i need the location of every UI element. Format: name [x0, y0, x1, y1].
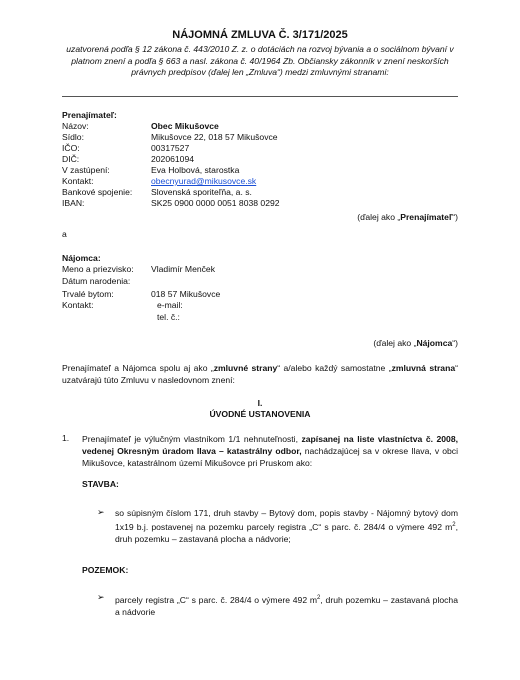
landlord-label-seat: Sídlo: [62, 132, 84, 142]
tenant-label-contact: Kontakt: [62, 300, 94, 310]
document-subtitle: uzatvorená podľa § 12 zákona č. 443/2010 Z. z. o dotáciách na rozvoj bývania a o sociálnom bývaní v platnom znení a podľa § 663 a nasl. zákona č. 40/1964 Zb. Občiansky zákonník v znení neskorších právnych predpisov (ďalej len „Zmluva“) medzi zmluvnými stranami: [66, 44, 454, 78]
tenant-heading: Nájomca: [62, 253, 101, 263]
stavba-text-1: so súpisným číslom 171, druh stavby – Bytový dom, popis stavby - Nájomný bytový dom 1x19 b.j. postavenej na pozemku parcely registra „C“ s parc. č. 284/4 o výmere 492 m [115, 508, 458, 532]
tenant-alias-name: Nájomca [416, 338, 453, 348]
section-number: I. [257, 398, 263, 408]
pozemok-heading: POZEMOK: [82, 565, 129, 575]
landlord-alias [357, 212, 458, 223]
tenant-label-name: Meno a priezvisko: [62, 264, 134, 274]
clause-1-text [82, 433, 458, 469]
conjunction: a [62, 229, 67, 239]
pozemok-text [115, 592, 458, 618]
tenant-alias-suffix: “) [452, 338, 458, 348]
stavba-text-2: , druh pozemku – zastavaná plocha a nádvorie; [115, 521, 458, 544]
landlord-label-representative: V zastúpení: [62, 165, 110, 175]
tenant-value-phone: tel. č.: [157, 312, 180, 322]
landlord-value-dic: 202061094 [151, 154, 195, 164]
stavba-heading: STAVBA: [82, 479, 119, 489]
intro-text-2: “ a/alebo každý samostatne „ [277, 363, 392, 373]
landlord-value-name: Obec Mikušovce [151, 121, 219, 131]
clause-number: 1. [62, 433, 70, 443]
intro-text-3: “ uzatvárajú túto Zmluvu v nasledovnom znení: [62, 363, 458, 385]
pozemok-sup: 2 [317, 595, 321, 601]
landlord-heading: Prenajímateľ: [62, 110, 117, 120]
clause-1-bold: zapísanej na liste vlastníctva č. 2008, vedenej Okresným úradom Ilava – katastrálny odbor, [82, 434, 459, 456]
landlord-value-representative: Eva Holbová, starostka [151, 165, 240, 175]
arrow-bullet-icon: ➢ [97, 507, 105, 517]
landlord-label-ico: IČO: [62, 143, 80, 153]
landlord-label-iban: IBAN: [62, 198, 85, 208]
landlord-value-ico: 00317527 [151, 143, 190, 153]
tenant-value-email: e-mail: [157, 300, 183, 310]
intro-bold-parties: zmluvné strany [213, 363, 278, 373]
tenant-label-residence: Trvalé bytom: [62, 289, 114, 299]
landlord-email-link[interactable]: obecnyurad@mikusovce.sk [151, 176, 257, 186]
intro-text-1: Prenajímateľ a Nájomca spolu aj ako „ [62, 363, 214, 373]
landlord-value-iban: SK25 0900 0000 0051 8038 0292 [151, 198, 280, 208]
section-title: ÚVODNÉ USTANOVENIA [209, 409, 311, 419]
tenant-value-residence: 018 57 Mikušovce [151, 289, 221, 299]
landlord-label-bank: Bankové spojenie: [62, 187, 133, 197]
pozemok-text-1: parcely registra „C“ s parc. č. 284/4 o výmere 492 m [115, 594, 318, 605]
landlord-value-seat: Mikušovce 22, 018 57 Mikušovce [151, 132, 278, 142]
intro-bold-party: zmluvná strana [391, 363, 456, 373]
tenant-value-name: Vladimír Menček [151, 264, 215, 274]
landlord-alias-name: Prenajímateľ [400, 212, 453, 222]
landlord-alias-suffix: “) [452, 212, 458, 222]
landlord-label-dic: DIČ: [62, 154, 80, 164]
tenant-alias-prefix: (ďalej ako „ [373, 338, 417, 348]
landlord-label-contact: Kontakt: [62, 176, 94, 186]
intro-paragraph [62, 362, 458, 386]
arrow-bullet-icon: ➢ [97, 592, 105, 602]
clause-1-text-2: nachádzajúcej sa v okrese Ilava, v obci Mikušovce, katastrálnom území Mikušovce pri Pruskom ako: [82, 446, 458, 468]
landlord-alias-prefix: (ďalej ako „ [357, 212, 401, 222]
landlord-label-name: Názov: [62, 121, 89, 131]
tenant-label-birthdate: Dátum narodenia: [62, 276, 131, 286]
header-divider [62, 96, 458, 97]
landlord-value-bank: Slovenská sporiteľňa, a. s. [151, 187, 252, 197]
pozemok-text-2: , druh pozemku – zastavaná plocha a nádvorie [115, 594, 458, 617]
clause-1-text-1: Prenajímateľ je výlučným vlastníkom 1/1 nehnuteľnosti, [82, 434, 302, 444]
tenant-alias [373, 338, 458, 349]
document-title: NÁJOMNÁ ZMLUVA Č. 3/171/2025 [172, 29, 348, 41]
stavba-sup: 2 [452, 522, 456, 528]
stavba-text [115, 507, 458, 545]
